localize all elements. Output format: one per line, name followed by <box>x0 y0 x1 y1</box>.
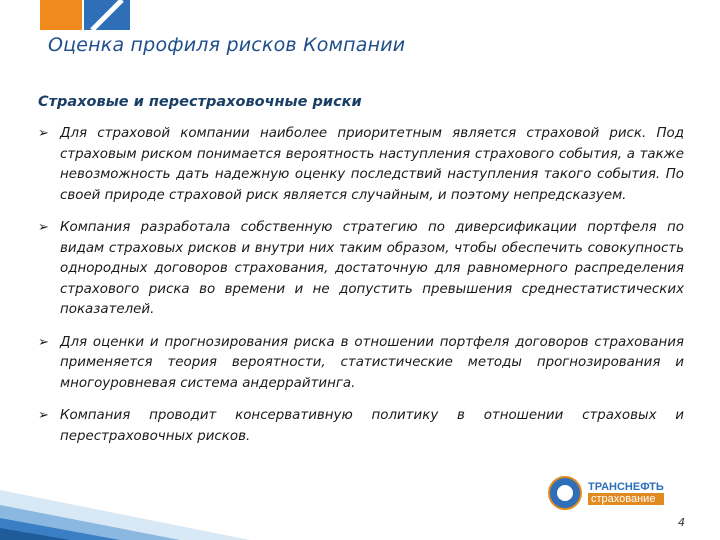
section-title: Страховые и перестраховочные риски <box>38 94 362 110</box>
logo-text-line1: ТРАНСНЕФТЬ <box>588 481 664 493</box>
arrow-bullet-icon: ➢ <box>38 126 49 141</box>
globe-logo-icon <box>548 476 582 510</box>
bullet-text: Для страховой компании наиболее приоритетным является страховой риск. Под страховым риском понимается вероятность наступления страхового события, а также невозможность дать надежную оценку последствий наступления такого события. По своей природе страховой риск является случайным, и поэтому непредсказуем. <box>60 126 684 203</box>
list-item <box>38 333 684 395</box>
logo-text-line2: страхование <box>588 493 664 505</box>
arrow-bullet-icon: ➢ <box>38 408 49 423</box>
company-logo <box>548 472 698 514</box>
arrow-bullet-icon: ➢ <box>38 220 49 235</box>
list-item <box>38 406 684 447</box>
blue-header-stripes <box>84 0 130 30</box>
arrow-bullet-icon: ➢ <box>38 334 49 350</box>
bullet-text: Компания проводит консервативную политику в отношении страховых и перестраховочных рисков. <box>60 408 684 444</box>
page-number: 4 <box>678 516 685 529</box>
orange-header-square <box>40 0 82 30</box>
bullet-text: Для оценки и прогнозирования риска в отношении портфеля договоров страхования применяется теория вероятности, статистические методы прогнозирования и многоуровневая система андеррайтинга. <box>60 334 684 391</box>
corner-decoration <box>0 450 250 540</box>
bullet-text: Компания разработала собственную стратегию по диверсификации портфеля по видам страховых рисков и внутри них таким образом, чтобы обеспечить совокупность однородных договоров страхования, достаточную для равномерного распределения страхового риска во времени и не допустить превышения среднестатистических показателей. <box>60 220 684 317</box>
list-item <box>38 124 684 206</box>
list-item <box>38 218 684 321</box>
page-title: Оценка профиля рисков Компании <box>48 34 406 56</box>
bullet-list <box>38 124 684 459</box>
